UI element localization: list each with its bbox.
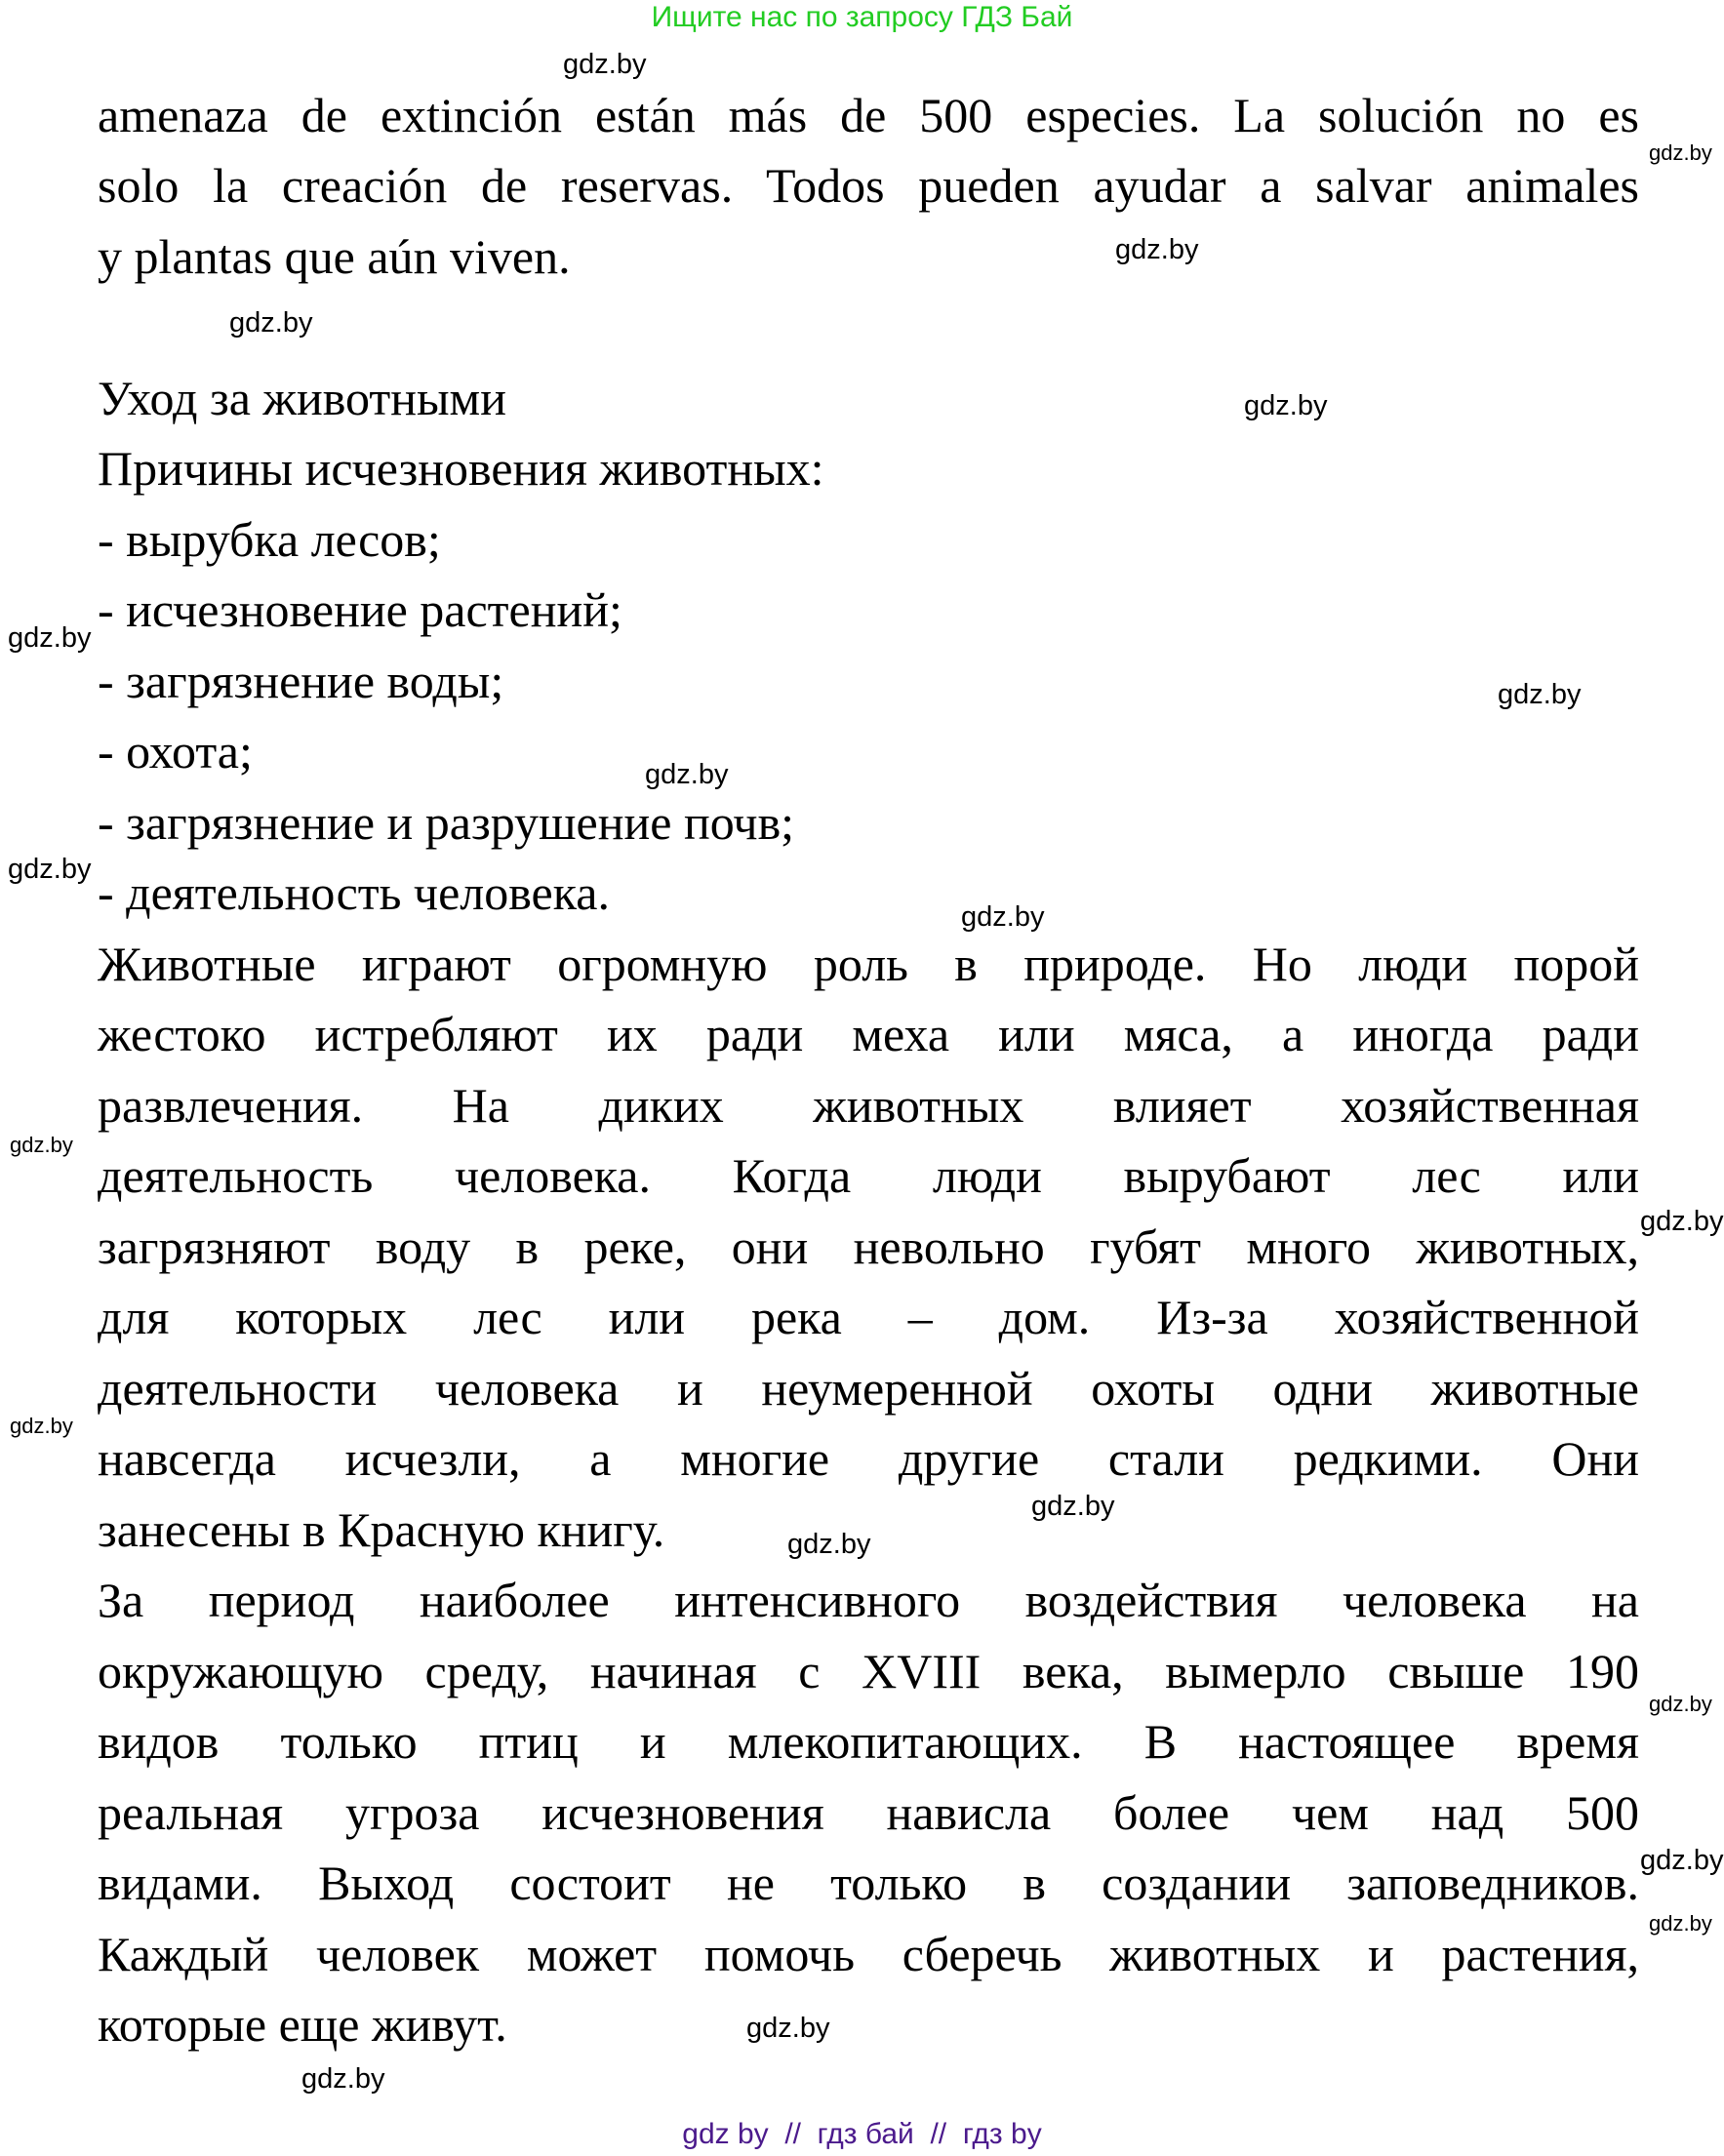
watermark: gdz.by (1031, 1491, 1115, 1522)
watermark: gdz.by (10, 1133, 73, 1157)
text-line: solo la creación de reservas. Todos pueden ayudar a salvar animales (98, 158, 1639, 213)
section-title: Уход за животными (98, 371, 506, 425)
text-line: жестоко истребляют их ради меха или мяса, а иногда ради (98, 1007, 1639, 1061)
text-line: для которых лес или река – дом. Из-за хозяйственной (98, 1290, 1639, 1344)
footer-links: gdz by // гдз бай // гдз by (682, 2118, 1042, 2150)
watermark: gdz.by (1649, 1911, 1712, 1936)
watermark: gdz.by (1244, 390, 1328, 421)
watermark: gdz.by (645, 759, 729, 790)
list-item: - загрязнение воды; (98, 654, 504, 708)
text-line: видами. Выход состоит не только в создании заповедников. (98, 1856, 1639, 1910)
text-line: окружающую среду, начиная с XVIII века, вымерло свыше 190 (98, 1644, 1639, 1698)
list-item: - деятельность человека. (98, 865, 610, 920)
watermark: gdz.by (746, 2013, 830, 2044)
watermark: gdz.by (1498, 679, 1582, 710)
watermark: gdz.by (1649, 140, 1712, 165)
text-line: amenaza de extinción están más de 500 especies. La solución no es (98, 88, 1639, 142)
watermark: gdz.by (1640, 1206, 1724, 1237)
list-item: - охота; (98, 724, 253, 779)
text-line: Животные играют огромную роль в природе. Но люди порой (98, 937, 1639, 991)
text-line: навсегда исчезли, а многие другие стали редкими. Они (98, 1431, 1639, 1486)
watermark: gdz.by (8, 854, 92, 885)
watermark: gdz.by (563, 49, 647, 80)
text-line: которые еще живут. (98, 1997, 507, 2052)
watermark: gdz.by (229, 307, 313, 339)
list-heading: Причины исчезновения животных: (98, 441, 824, 496)
watermark: gdz.by (8, 622, 92, 654)
watermark: gdz.by (1115, 234, 1199, 265)
text-line: Каждый человек может помочь сберечь животных и растения, (98, 1927, 1639, 1981)
text-line: загрязняют воду в реке, они невольно губят много животных, (98, 1219, 1639, 1274)
watermark: gdz.by (787, 1529, 871, 1560)
text-line: развлечения. На диких животных влияет хозяйственная (98, 1078, 1639, 1133)
text-line: y plantas que aún viven. (98, 229, 571, 284)
list-item: - загрязнение и разрушение почв; (98, 795, 795, 850)
watermark: gdz.by (10, 1414, 73, 1438)
watermark: gdz.by (1649, 1692, 1712, 1716)
text-line: видов только птиц и млекопитающих. В настоящее время (98, 1714, 1639, 1769)
watermark: gdz.by (301, 2063, 385, 2095)
text-line: занесены в Красную книгу. (98, 1502, 665, 1557)
header-banner: Ищите нас по запросу ГДЗ Бай (651, 1, 1073, 33)
text-line: деятельности человека и неумеренной охоты одни животные (98, 1361, 1639, 1416)
text-line: За период наиболее интенсивного воздействия человека на (98, 1573, 1639, 1627)
watermark: gdz.by (1640, 1845, 1724, 1876)
watermark: gdz.by (961, 901, 1045, 933)
list-item: - вырубка лесов; (98, 512, 441, 567)
text-line: деятельность человека. Когда люди вырубают лес или (98, 1148, 1639, 1203)
text-line: реальная угроза исчезновения нависла более чем над 500 (98, 1785, 1639, 1840)
list-item: - исчезновение растений; (98, 582, 622, 637)
